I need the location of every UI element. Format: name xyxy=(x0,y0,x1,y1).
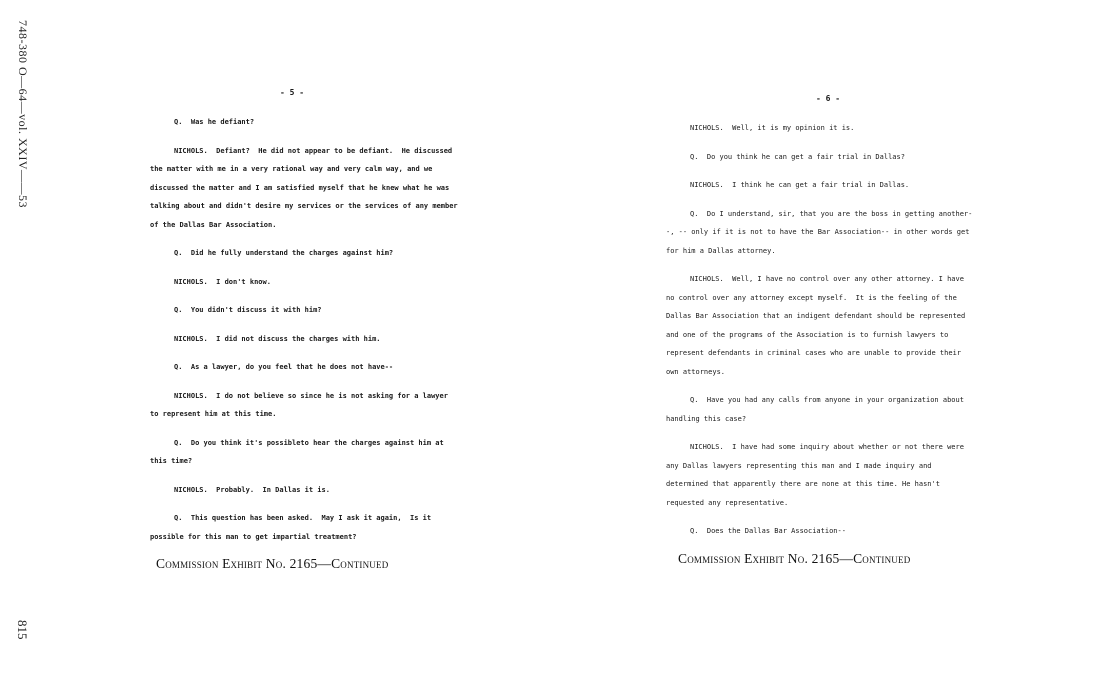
paragraph: Q. Do I understand, sir, that you are the boss in getting another--, -- only if it is not to have the Bar Association-- in other words get for him a Dallas attorney. xyxy=(666,209,974,255)
paragraph: NICHOLS. I think he can get a fair trial in Dallas. xyxy=(690,181,910,189)
right-page xyxy=(666,94,976,567)
page-number: - 6 - xyxy=(816,94,841,103)
page-number: - 5 - xyxy=(280,88,305,97)
paragraph: Q. Do you think he can get a fair trial in Dallas? xyxy=(690,152,905,161)
paragraph: NICHOLS. I don't know. xyxy=(174,277,271,286)
exhibit-caption: Commission Exhibit No. 2165—Continued xyxy=(156,556,389,571)
paragraph: NICHOLS. I have had some inquiry about whether or not there were any Dallas lawyers representing this man and I made inquiry and determined that apparently there are none at this time. He hasn't requested any representative. xyxy=(666,443,969,507)
volume-reference: 748-380 O—64—vol. XXIV——53 xyxy=(16,20,30,208)
paragraph: Q. Have you had any calls from anyone in your organization about handling this case? xyxy=(666,396,969,423)
left-page xyxy=(150,88,460,572)
paragraph: Q. Was he defiant? xyxy=(174,118,255,126)
paragraph: Q. As a lawyer, do you feel that he does not have-- xyxy=(174,363,394,371)
paragraph: Q. Do you think it's possibleto hear the charges against him at this time? xyxy=(150,438,448,465)
paragraph: NICHOLS. I did not discuss the charges with him. xyxy=(174,334,381,343)
paragraph: Q. Does the Dallas Bar Association-- xyxy=(690,527,846,535)
paragraph: Q. You didn't discuss it with him? xyxy=(174,306,322,314)
paragraph: NICHOLS. Well, I have no control over any other attorney. I have no control over any attorney except myself. It is the feeling of the Dallas Bar Association that an indigent defendant should be represented and one of the programs of the Association is to furnish lawyers to represent defendants in criminal cases who are unable to provide their own attorneys. xyxy=(666,275,970,376)
paragraph: Q. Did he fully understand the charges against him? xyxy=(174,249,394,257)
paragraph: NICHOLS. I do not believe so since he is not asking for a lawyer to represent him at this time. xyxy=(150,391,453,418)
paragraph: Q. This question has been asked. May I ask it again, Is it possible for this man to get impartial treatment? xyxy=(150,514,436,541)
volume-page-number: 815 xyxy=(15,620,30,640)
paragraph: NICHOLS. Well, it is my opinion it is. xyxy=(690,124,855,132)
paragraph: NICHOLS. Probably. In Dallas it is. xyxy=(174,485,330,494)
exhibit-caption: Commission Exhibit No. 2165—Continued xyxy=(678,550,911,566)
paragraph: NICHOLS. Defiant? He did not appear to be defiant. He discussed the matter with me in a very rational way and very calm way, and we discussed the matter and I am satisfied myself that he knew what he was talking about and didn't desire my services or the services of any member of the Dallas Bar Association. xyxy=(150,146,462,229)
